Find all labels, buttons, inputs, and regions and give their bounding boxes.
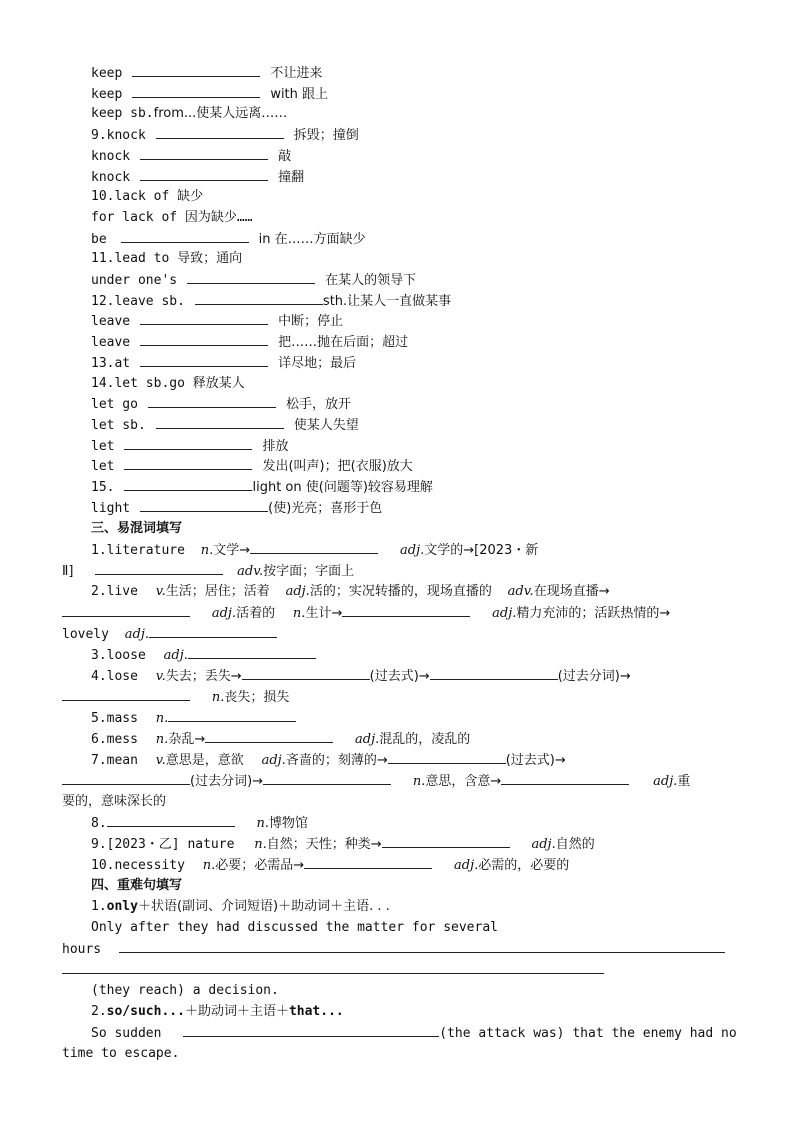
answer-blank[interactable]: [124, 435, 252, 450]
section-heading: 四、重难句填写: [91, 878, 183, 893]
pos-label: v.: [155, 584, 166, 599]
word-text: 2.live: [91, 584, 138, 599]
meaning-text: 松手，放开: [285, 397, 351, 413]
pos-label: v.: [155, 669, 166, 684]
definition-text: 自然；天性；种类→: [266, 837, 382, 852]
meaning-text: 排放: [262, 438, 289, 454]
phrase-text: light: [91, 500, 131, 516]
exercise-line: [91, 833, 794, 854]
definition-text: 生活；居住；活着: [165, 584, 270, 599]
meaning-text: 拆毁；撞倒: [293, 128, 359, 144]
pattern-keyword: only: [106, 899, 138, 914]
meaning-text: light on 使(问题等)较容易理解: [252, 480, 433, 495]
vocab-line: [91, 186, 794, 207]
pos-label: adj.: [261, 753, 286, 768]
definition-text: 博物馆: [269, 816, 309, 831]
pos-label: adv.: [507, 584, 534, 599]
exercise-line: [91, 581, 794, 602]
answer-blank[interactable]: [382, 833, 510, 848]
meaning-text: (使)光亮；喜形于色: [268, 500, 383, 516]
meaning-text: in 在……方面缺少: [258, 231, 366, 247]
answer-blank[interactable]: [304, 854, 432, 869]
vocab-line: [91, 269, 794, 290]
phrase-text: 10.lack of 缺少: [91, 189, 204, 205]
phrase-text: keep: [91, 86, 123, 102]
phrase-text: leave: [91, 314, 131, 330]
pos-label: adj.: [211, 606, 237, 621]
meaning-text: 不让进来: [270, 66, 323, 81]
pattern-keyword: so/such...: [106, 1004, 185, 1019]
word-text: 1.literature: [91, 543, 185, 558]
answer-blank[interactable]: [62, 959, 604, 974]
answer-blank[interactable]: [140, 166, 268, 181]
exercise-line: 要的，意味深长的: [62, 794, 167, 809]
phrase-text: under one's: [91, 273, 178, 288]
vocab-line: [91, 435, 794, 456]
vocab-line: [91, 455, 794, 476]
definition-text: (过去式)→: [505, 753, 566, 768]
vocab-line: [91, 476, 794, 497]
pos-label: adv.: [237, 564, 264, 579]
definition-text: 活着的: [236, 606, 276, 621]
answer-blank[interactable]: [156, 124, 284, 139]
exercise-line: [62, 602, 794, 623]
pos-label: n.: [292, 606, 306, 621]
pattern-line: 2.so/such...＋助动词＋主语＋that...: [91, 1004, 344, 1019]
vocab-line: [91, 248, 794, 269]
answer-blank[interactable]: [195, 290, 323, 305]
word-text: 10.necessity: [91, 858, 185, 873]
meaning-text: 使某人失望: [293, 417, 359, 433]
pattern-text: ＋助动词＋主语＋: [184, 1004, 289, 1019]
sentence-line: (they reach) a decision.: [91, 983, 279, 998]
phrase-text: let: [91, 459, 115, 475]
meaning-text: from...使某人远离……: [153, 106, 288, 122]
exercise-line: [62, 770, 794, 791]
meaning-text: 敲: [278, 148, 292, 164]
answer-blank[interactable]: [501, 770, 629, 785]
word-text: 6.mess: [91, 732, 138, 747]
vocab-line: [91, 83, 794, 104]
vocab-line: [91, 103, 794, 124]
meaning-text: 中断；停止: [278, 314, 344, 330]
answer-blank[interactable]: [95, 560, 223, 575]
answer-blank[interactable]: [119, 938, 725, 953]
sentence-text: (the attack was) that the enemy had no: [439, 1026, 737, 1041]
answer-blank[interactable]: [188, 644, 316, 659]
phrase-text: 15.: [91, 480, 115, 495]
pos-label: n.: [412, 774, 426, 789]
definition-text: 重: [677, 774, 691, 789]
answer-blank[interactable]: [140, 310, 268, 325]
phrase-text: for lack of 因为缺少……: [91, 209, 253, 225]
phrase-text: let: [91, 438, 115, 454]
phrase-text: knock: [91, 148, 131, 164]
phrase-text: keep sb.: [91, 106, 154, 122]
sentence-line: time to escape.: [62, 1046, 180, 1061]
definition-text: 意思是，意欲: [165, 753, 244, 768]
answer-blank[interactable]: [121, 228, 249, 243]
answer-blank[interactable]: [140, 331, 268, 346]
answer-blank[interactable]: [132, 62, 260, 77]
meaning-text: 撞翻: [278, 169, 305, 185]
answer-blank[interactable]: [342, 602, 470, 617]
answer-blank[interactable]: [124, 476, 252, 491]
sentence-line: [62, 959, 794, 980]
meaning-text: with 跟上: [270, 86, 329, 102]
vocab-line: [91, 331, 794, 352]
definition-text: 必要；必需品→: [215, 858, 305, 873]
sentence-text: hours: [62, 942, 102, 957]
pattern-keyword: that...: [288, 1004, 344, 1019]
phrase-text: 11.lead to 导致；通向: [91, 251, 243, 267]
phrase-text: 12.leave sb.: [91, 293, 185, 309]
answer-blank[interactable]: [148, 393, 276, 408]
vocab-line: [91, 124, 794, 145]
answer-blank[interactable]: [62, 602, 190, 617]
definition-text: 生计→: [305, 606, 343, 621]
phrase-text: 14.let sb.go 释放某人: [91, 375, 245, 391]
definition-text: 必需的，必要的: [478, 858, 570, 873]
word-text: lovely: [62, 627, 109, 642]
meaning-text: 发出(叫声)；把(衣服)放大: [262, 459, 413, 475]
pos-label: adj.: [531, 837, 556, 852]
definition-text: 混乱的，凌乱的: [379, 732, 471, 747]
definition-text: 杂乱→: [168, 732, 206, 747]
phrase-text: knock: [91, 169, 131, 185]
answer-blank[interactable]: [132, 83, 260, 98]
pos-label: adj.: [653, 774, 678, 789]
vocab-line: [91, 310, 794, 331]
pattern-line: 1.only＋状语(副词、介词短语)＋助动词＋主语. . .: [91, 899, 390, 914]
pos-label: adj.: [454, 858, 479, 873]
pos-label: n.: [155, 711, 169, 726]
word-text: 3.loose: [91, 648, 146, 663]
definition-text: 失去；丢失→: [165, 669, 242, 684]
exercise-line: [91, 749, 794, 770]
word-text: 7.mean: [91, 753, 138, 768]
sentence-text: So sudden: [91, 1026, 162, 1041]
exercise-line: [91, 812, 794, 833]
pos-label: adj.: [492, 606, 517, 621]
sentence-line: Only after they had discussed the matter for several: [91, 920, 498, 935]
vocab-line: [91, 145, 794, 166]
vocab-line: [91, 414, 794, 435]
sentence-line: [62, 938, 794, 959]
word-text: 5.mass: [91, 711, 138, 726]
pos-label: adj.: [400, 543, 425, 558]
answer-blank[interactable]: [205, 728, 333, 743]
vocab-line: [91, 207, 794, 228]
meaning-text: 在某人的领导下: [325, 273, 417, 288]
exercise-line: [62, 686, 794, 707]
pos-label: adj.: [355, 732, 380, 747]
pos-label: n.: [200, 543, 214, 558]
definition-text: (过去式)→: [369, 669, 430, 684]
exercise-line: [91, 728, 794, 749]
vocab-line: [91, 290, 794, 311]
source-tag: Ⅱ]: [62, 564, 74, 579]
answer-blank[interactable]: [62, 770, 190, 785]
vocab-line: [91, 62, 794, 83]
meaning-text: 把……抛在后面；超过: [278, 335, 409, 351]
sentence-line: [91, 1022, 794, 1043]
pos-label: n.: [211, 690, 225, 705]
answer-blank[interactable]: [149, 623, 277, 638]
answer-blank[interactable]: [156, 414, 284, 429]
answer-blank[interactable]: [242, 665, 370, 680]
pattern-text: ＋状语(副词、介词短语)＋助动词＋主语. . .: [137, 899, 390, 914]
phrase-text: keep: [91, 66, 123, 81]
definition-text: 精力充沛的；活跃热情的→: [516, 606, 671, 621]
phrase-text: let go: [91, 397, 138, 413]
word-text: 4.lose: [91, 669, 138, 684]
pos-label: adj.: [163, 648, 188, 663]
definition-text: 丧失；损失: [224, 690, 290, 705]
phrase-text: 13.at: [91, 355, 131, 371]
exercise-line: [62, 560, 794, 581]
vocab-line: [91, 393, 794, 414]
exercise-line: [91, 665, 794, 686]
pos-label: n.: [155, 732, 169, 747]
exercise-line: [91, 707, 794, 728]
phrase-text: let sb.: [91, 417, 146, 433]
phrase-text: 9.knock: [91, 128, 146, 144]
answer-blank[interactable]: [430, 665, 558, 680]
word-text: 9.[2023・乙] nature: [91, 837, 235, 852]
definition-text: 在现场直播→: [533, 584, 610, 599]
pos-label: adj.: [124, 627, 150, 642]
definition-text: 活的；实况转播的，现场直播的: [309, 584, 492, 599]
answer-blank[interactable]: [388, 749, 506, 764]
pos-label: n.: [254, 837, 267, 852]
definition-text: 文学→: [213, 543, 251, 558]
answer-blank[interactable]: [168, 707, 296, 722]
definition-text: (过去分词)→: [190, 774, 264, 789]
answer-blank[interactable]: [183, 1022, 439, 1037]
vocab-line: [91, 228, 794, 249]
word-text: 8.: [91, 816, 107, 831]
pos-label: adj.: [285, 584, 310, 599]
exercise-line: [62, 623, 794, 644]
pos-label: v.: [155, 753, 166, 768]
answer-blank[interactable]: [250, 539, 378, 554]
vocab-line: [91, 497, 794, 518]
vocab-line: [91, 166, 794, 187]
answer-blank[interactable]: [140, 497, 268, 512]
phrase-text: leave: [91, 335, 131, 351]
answer-blank[interactable]: [187, 269, 315, 284]
meaning-text: sth.让某人一直做某事: [322, 293, 452, 309]
exercise-line: [91, 539, 794, 560]
answer-blank[interactable]: [140, 145, 268, 160]
answer-blank[interactable]: [62, 686, 190, 701]
answer-blank[interactable]: [124, 455, 252, 470]
definition-text: 文学的→[2023・新: [424, 543, 539, 558]
definition-text: 吝啬的；刻薄的→: [285, 753, 388, 768]
answer-blank[interactable]: [263, 770, 391, 785]
definition-text: 按字面；字面上: [263, 564, 355, 579]
exercise-line: [91, 644, 794, 665]
meaning-text: 详尽地；最后: [278, 355, 357, 371]
answer-blank[interactable]: [107, 812, 235, 827]
definition-text: 自然的: [555, 837, 595, 852]
pos-label: n.: [202, 858, 216, 873]
exercise-line: [91, 854, 794, 875]
phrase-text: be: [91, 231, 107, 247]
vocab-line: [91, 373, 794, 394]
definition-text: 意思，含意→: [425, 774, 502, 789]
vocab-line: [91, 352, 794, 373]
answer-blank[interactable]: [140, 352, 268, 367]
definition-text: (过去分词)→: [557, 669, 631, 684]
pos-label: n.: [256, 816, 269, 831]
section-heading: 三、易混词填写: [91, 521, 183, 536]
